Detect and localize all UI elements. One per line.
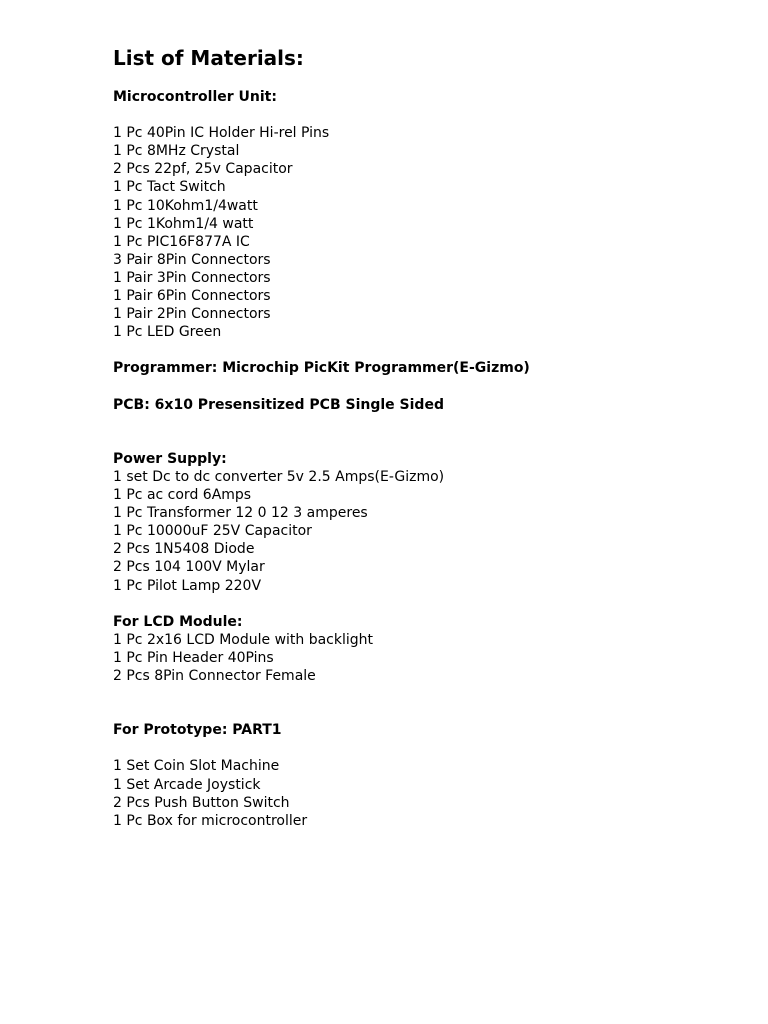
power-supply-list	[113, 468, 733, 595]
document-page	[113, 44, 733, 830]
prototype-list	[113, 757, 733, 829]
mcu-list	[113, 124, 733, 341]
list-item: 1 Set Coin Slot Machine	[113, 758, 280, 775]
list-item: 1 Pc 40Pin IC Holder Hi-rel Pins	[113, 125, 330, 142]
list-item: 2 Pcs 8Pin Connector Female	[113, 668, 316, 684]
document-title: List of Materials:	[113, 46, 304, 70]
list-item: 1 Pc 2x16 LCD Module with backlight	[113, 631, 374, 648]
list-item: 1 Pc Transformer 12 0 12 3 amperes	[113, 505, 368, 522]
list-item: 2 Pcs 1N5408 Diode	[113, 541, 255, 558]
list-item: 1 Pc Pin Header 40Pins	[113, 649, 274, 666]
list-item: 1 Pc 10Kohm1/4watt	[113, 197, 258, 214]
lcd-module-heading: For LCD Module:	[113, 613, 243, 630]
lcd-module-list	[113, 631, 733, 685]
prototype-heading: For Prototype: PART1	[113, 722, 282, 739]
list-item: 1 Pair 6Pin Connectors	[113, 288, 271, 305]
list-item: 1 Pc LED Green	[113, 324, 222, 341]
spacer	[113, 414, 733, 450]
mcu-heading: Microcontroller Unit:	[113, 89, 277, 105]
list-item: 1 Pc Pilot Lamp 220V	[113, 577, 262, 594]
spacer	[113, 378, 733, 396]
list-item: 1 set Dc to dc converter 5v 2.5 Amps(E-Gizmo)	[113, 468, 445, 485]
list-item: 2 Pcs 104 100V Mylar	[113, 559, 265, 576]
list-item: 1 Pair 3Pin Connectors	[113, 269, 271, 286]
programmer-line: Programmer: Microchip PicKit Programmer(E-Gizmo)	[113, 360, 530, 377]
list-item: 1 Pair 2Pin Connectors	[113, 306, 271, 323]
spacer	[113, 106, 733, 124]
list-item: 3 Pair 8Pin Connectors	[113, 251, 271, 268]
spacer	[113, 739, 733, 757]
list-item: 1 Pc Tact Switch	[113, 179, 226, 196]
spacer	[113, 341, 733, 359]
list-item: 1 Pc ac cord 6Amps	[113, 487, 252, 504]
list-item: 1 Pc PIC16F877A IC	[113, 233, 250, 250]
list-item: 1 Pc 8MHz Crystal	[113, 143, 240, 160]
list-item: 1 Pc 1Kohm1/4 watt	[113, 215, 254, 232]
list-item: 1 Set Arcade Joystick	[113, 776, 261, 793]
list-item: 1 Pc Box for microcontroller	[113, 812, 308, 829]
pcb-line: PCB: 6x10 Presensitized PCB Single Sided	[113, 396, 444, 413]
spacer	[113, 685, 733, 721]
list-item: 2 Pcs 22pf, 25v Capacitor	[113, 161, 293, 178]
spacer	[113, 595, 733, 613]
list-item: 1 Pc 10000uF 25V Capacitor	[113, 523, 312, 540]
power-supply-heading: Power Supply:	[113, 450, 227, 467]
list-item: 2 Pcs Push Button Switch	[113, 794, 290, 811]
